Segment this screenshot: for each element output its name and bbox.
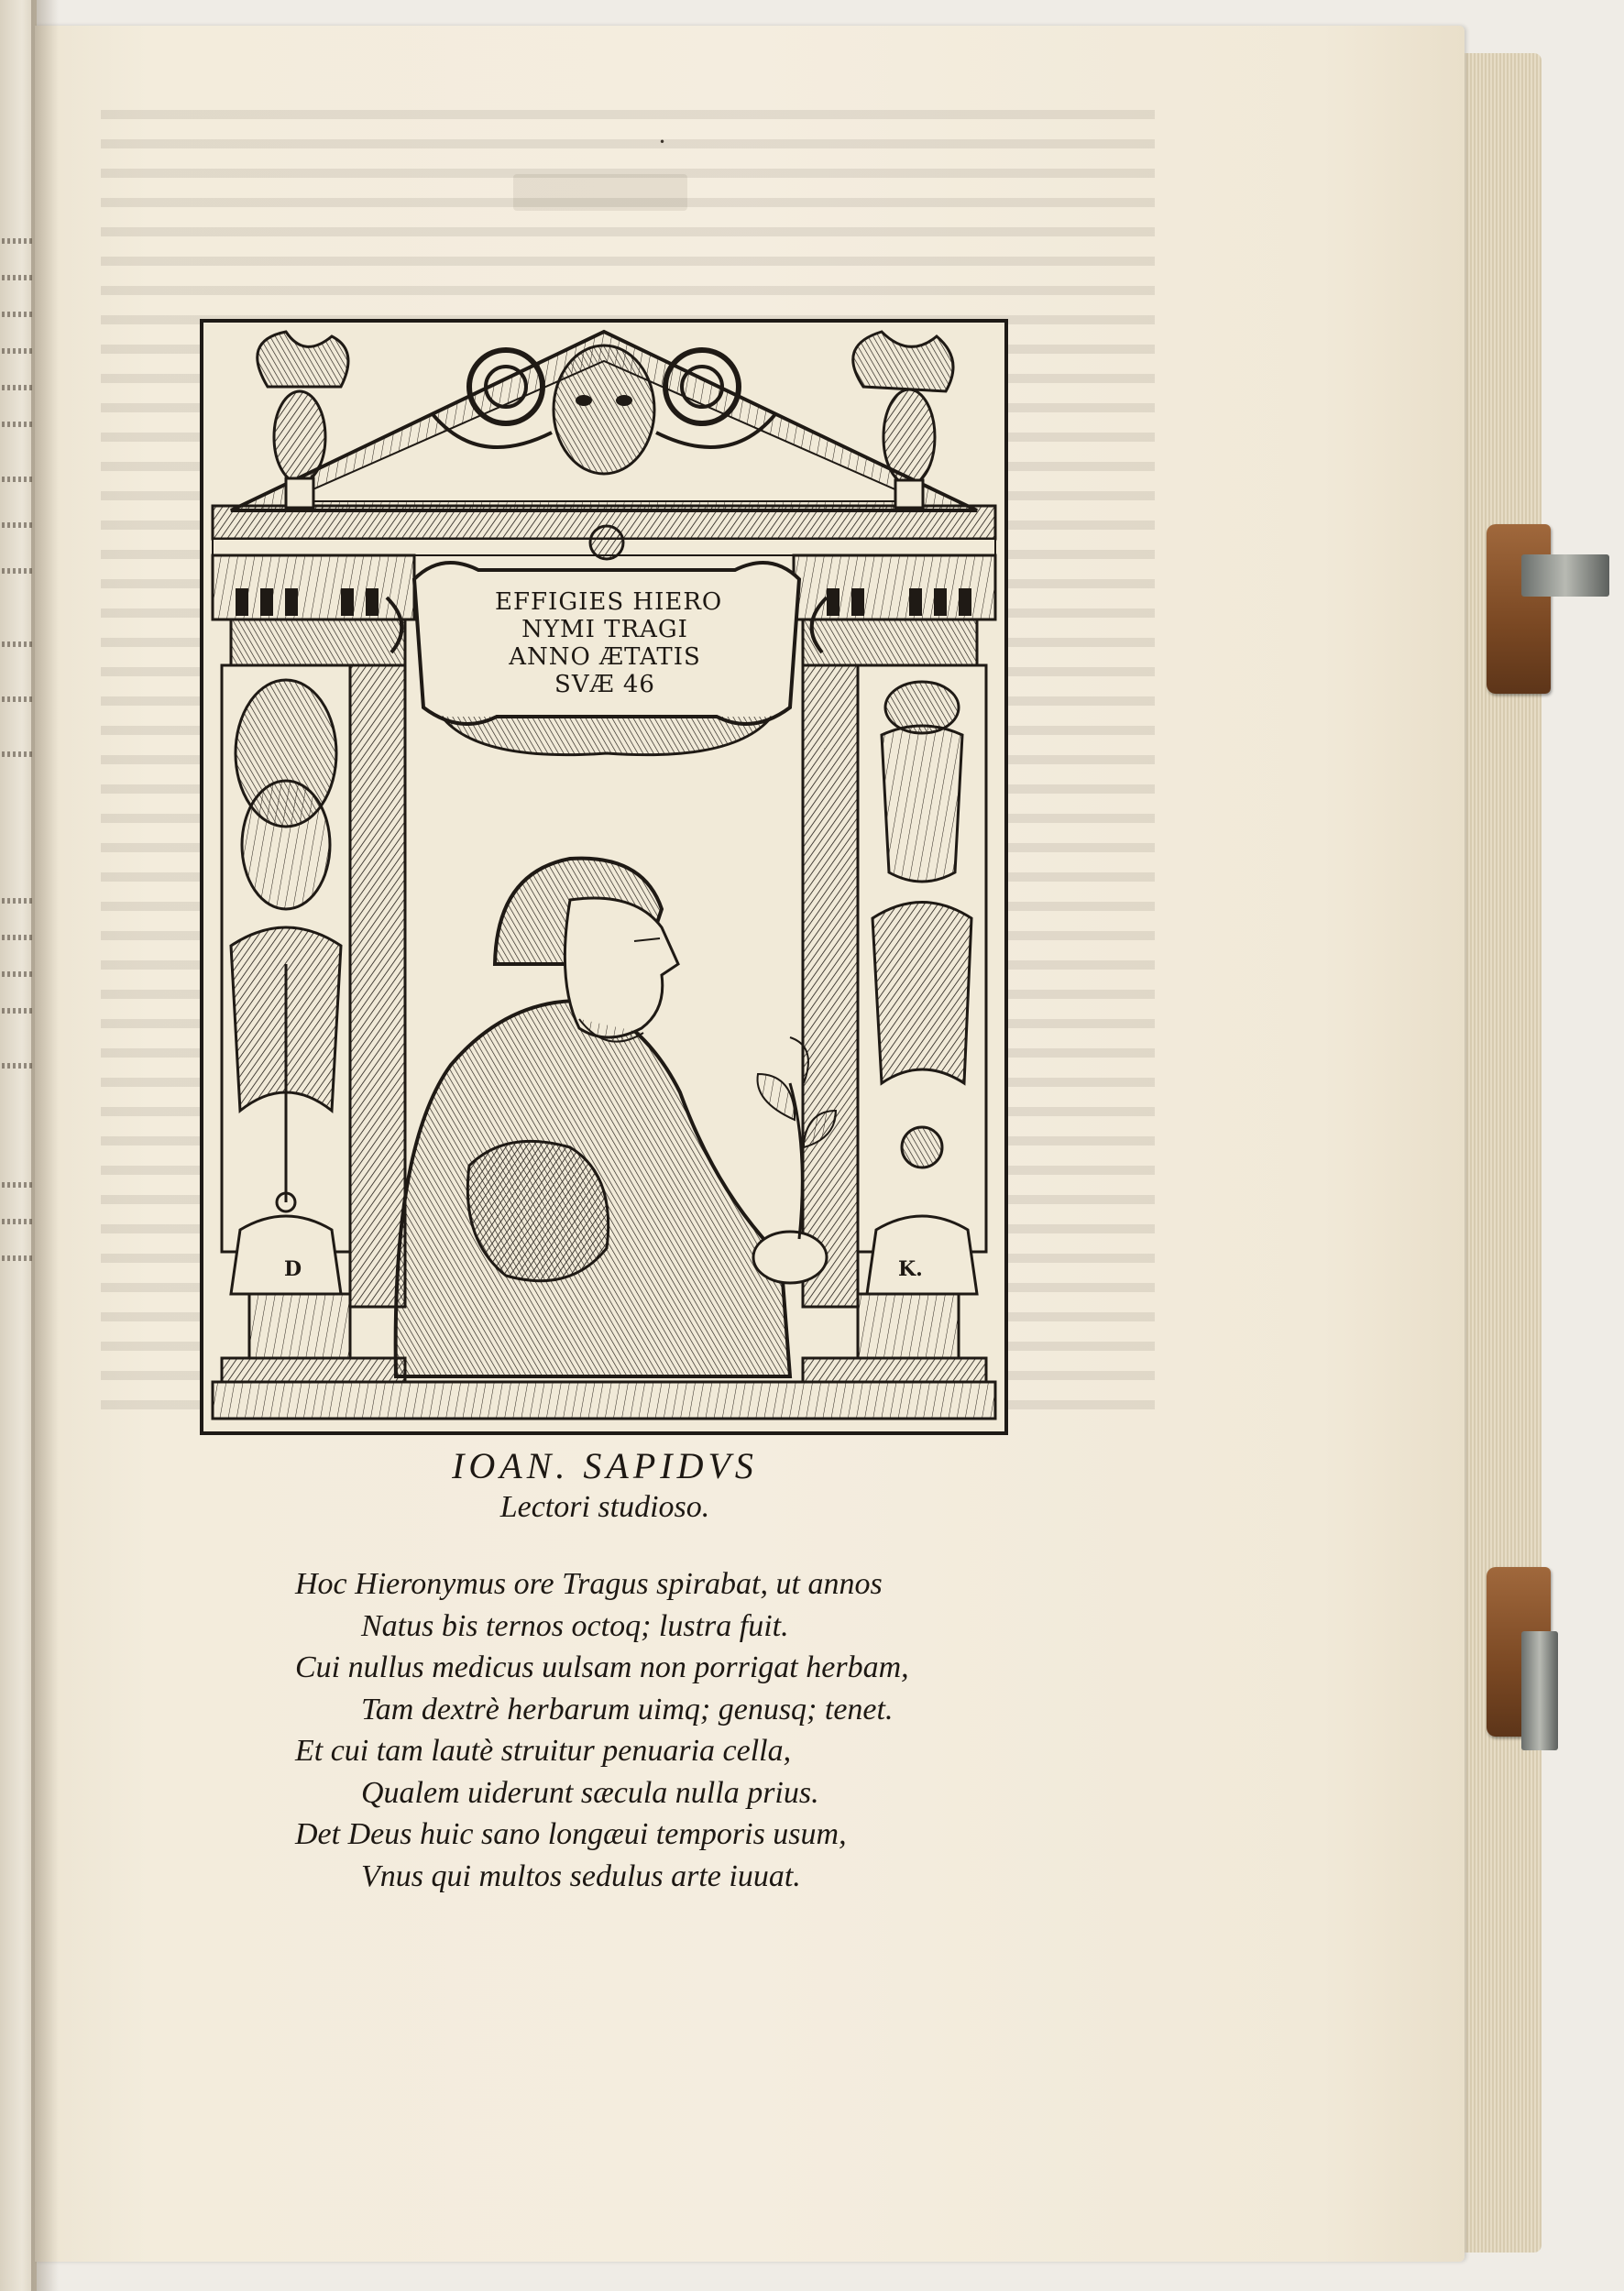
cartouche-line: EFFIGIES HIERO xyxy=(495,588,723,616)
portrait-figure xyxy=(396,859,836,1376)
poem xyxy=(295,1563,1120,1897)
poem-line: Qualem uiderunt sæcula nulla prius. xyxy=(361,1775,819,1810)
poem-line: Hoc Hieronymus ore Tragus spirabat, ut annos xyxy=(295,1567,883,1601)
poem-line: Tam dextrè herbarum uimq; genusq; tenet. xyxy=(361,1692,894,1726)
poem-line: Cui nullus medicus uulsam non porrigat herbam, xyxy=(295,1650,909,1684)
cartouche-line: SVÆ 46 xyxy=(554,671,655,698)
signature-mark: • xyxy=(659,136,666,148)
poem-line: Det Deus huic sano longæui temporis usum, xyxy=(295,1817,847,1851)
poem-line: Et cui tam lautè struitur penuaria cella, xyxy=(295,1734,792,1768)
lower-clasp-pin xyxy=(1521,1631,1558,1750)
cartouche-inscription xyxy=(495,588,723,698)
woodcut-illustration xyxy=(203,323,1004,1431)
page-block-edge xyxy=(1459,53,1542,2253)
upper-clasp xyxy=(1487,524,1551,694)
gutter-shadow xyxy=(31,0,59,2291)
artist-monogram-left: D xyxy=(284,1257,302,1281)
poem-line: Vnus qui multos sedulus arte iuuat. xyxy=(361,1858,801,1893)
artist-monogram-right: K. xyxy=(898,1257,923,1281)
poem-line: Natus bis ternos octoq; lustra fuit. xyxy=(361,1608,789,1643)
cartouche-line: ANNO ÆTATIS xyxy=(509,643,701,671)
author-heading: IOAN. SAPIDVS xyxy=(452,1445,758,1486)
cartouche-line: NYMI TRAGI xyxy=(521,616,688,643)
show-through-heading xyxy=(513,174,687,211)
left-column xyxy=(213,555,414,1382)
upper-clasp-pin xyxy=(1521,554,1609,597)
woodcut-portrait xyxy=(200,319,1008,1435)
dedication-line: Lectori studioso. xyxy=(499,1490,710,1524)
